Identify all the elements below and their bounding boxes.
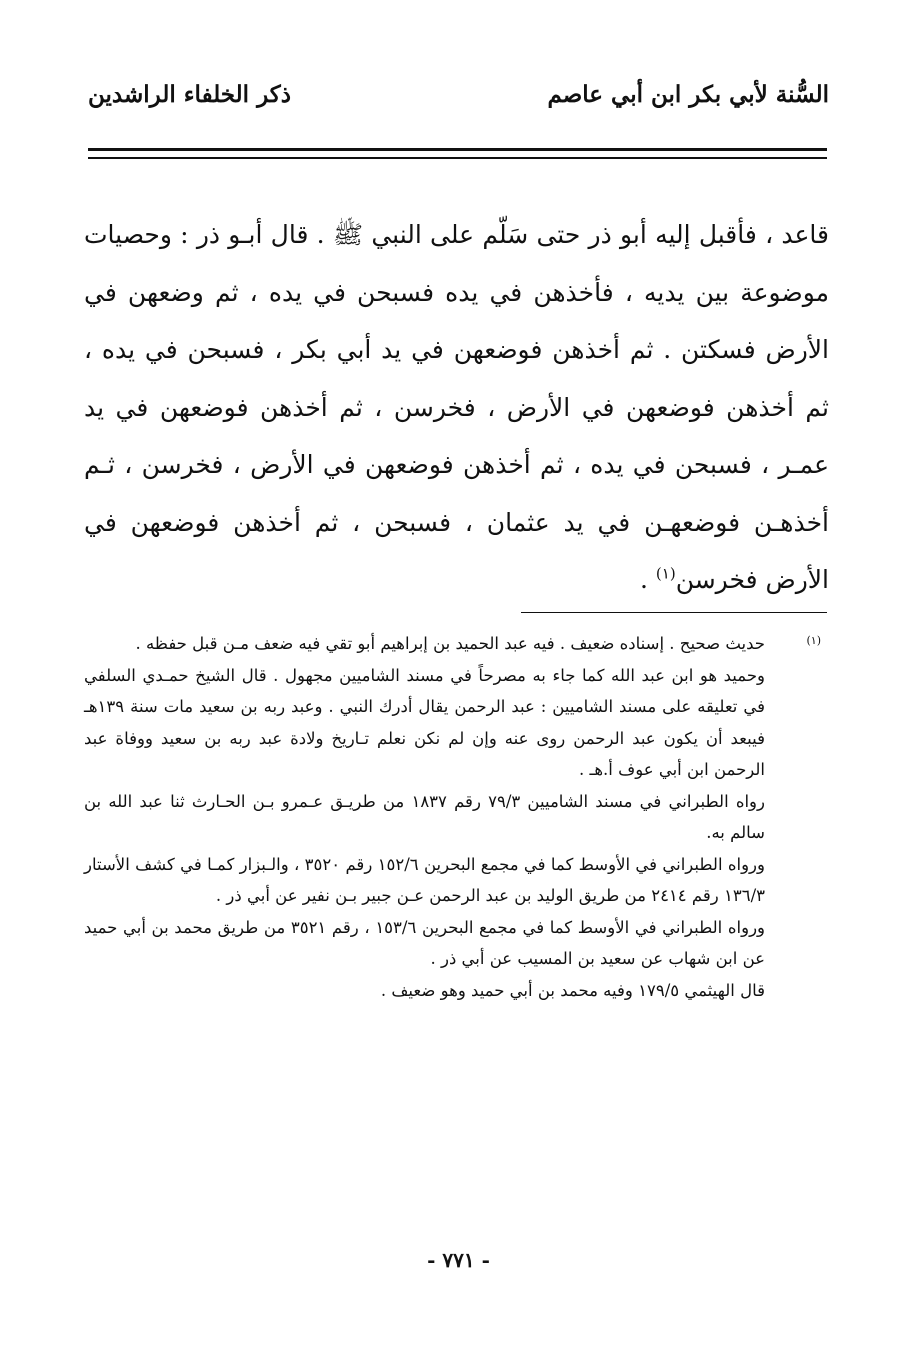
main-paragraph (84, 206, 829, 609)
main-text (84, 206, 829, 609)
footnote-paragraph: ورواه الطبراني في الأوسط كما في مجمع البحرين ١٥٣/٦ ، رقم ٣٥٢١ من طريق محمد بن أبي حميد عن ابن شهاب عن سعيد بن المسيب عن أبي ذر . (84, 917, 766, 968)
footnote-separator (521, 612, 827, 613)
footnotes (84, 628, 827, 1006)
chapter-title: ذكر الخلفاء الراشدين (88, 80, 291, 108)
footnote-paragraph: قال الهيثمي ١٧٩/٥ وفيه محمد بن أبي حميد وهو ضعيف . (380, 980, 765, 1000)
running-header (88, 74, 829, 114)
footnote-paragraph: ورواه الطبراني في الأوسط كما في مجمع البحرين ١٥٢/٦ رقم ٣٥٢٠ ، والـبزار كمـا في كشف الأستار ١٣٦/٣ رقم ٢٤١٤ من طريق الوليد بن عبد الرحمن عـن جبير بـن نفير عن أبي ذر . (84, 854, 765, 905)
footnote-reference[interactable]: (١) (655, 564, 676, 583)
footnote-item (84, 628, 827, 1006)
main-paragraph-end: . (640, 565, 656, 594)
footnote-paragraph: رواه الطبراني في مسند الشاميين ٧٩/٣ رقم ١٨٣٧ من طريـق عـمرو بـن الحـارث ثنا عبد الله بن سالم به. (84, 791, 765, 842)
main-paragraph-text: قاعد ، فأقبل إليه أبو ذر حتى سَلّم على النبي ﷺ . قال أبـو ذر : وحصيات موضوعة بين يديه ، فأخذهن في يده فسبحن في يده ، ثم وضعهن في الأرض فسكتن . ثم أخذهن فوضعهن في يد أبي بكر ، فسبحن في يده ، ثم أخذهن فوضعهن في الأرض ، فخرسن ، ثم أخذهن فوضعهن في يد عمـر ، فسبحن في يده ، ثم أخذهن فوضعهن في الأرض ، فخرسن ، ثـم أخذهـن فوضعهـن في يد عثمان ، فسبحن ، ثم أخذهن فوضعهن في الأرض فخرسن (84, 220, 829, 594)
header-rule-thick (88, 148, 827, 151)
footnote-paragraph: حديث صحيح . إسناده ضعيف . فيه عبد الحميد بن إبراهيم أبو تقي فيه ضعف مـن قبل حفظه . (135, 634, 765, 653)
page-number: - ٧٧١ - (427, 1248, 490, 1272)
footnote-marker: (١) (806, 634, 821, 647)
header-rule-thin (88, 157, 827, 159)
footnote-body (84, 628, 765, 1006)
book-title: السُّنة لأبي بكر ابن أبي عاصم (547, 80, 829, 108)
footnote-paragraph: وحميد هو ابن عبد الله كما جاء به مصرحاً في مسند الشاميين مجهول . قال الشيخ حمـدي السلفي في تعليقه على مسند الشاميين : عبد الرحمن يقال أدرك النبي . وعبد ربه بن سعيد مات سنة ١٣٩هـ فيبعد أن يكون عبد الرحمن روى عنه وإن لم نكن نعلم تـاريخ ولادة عبد ربه بن سعيد ووفاة عبد الرحمن ابن أبي عوف أ.هـ . (84, 665, 765, 779)
